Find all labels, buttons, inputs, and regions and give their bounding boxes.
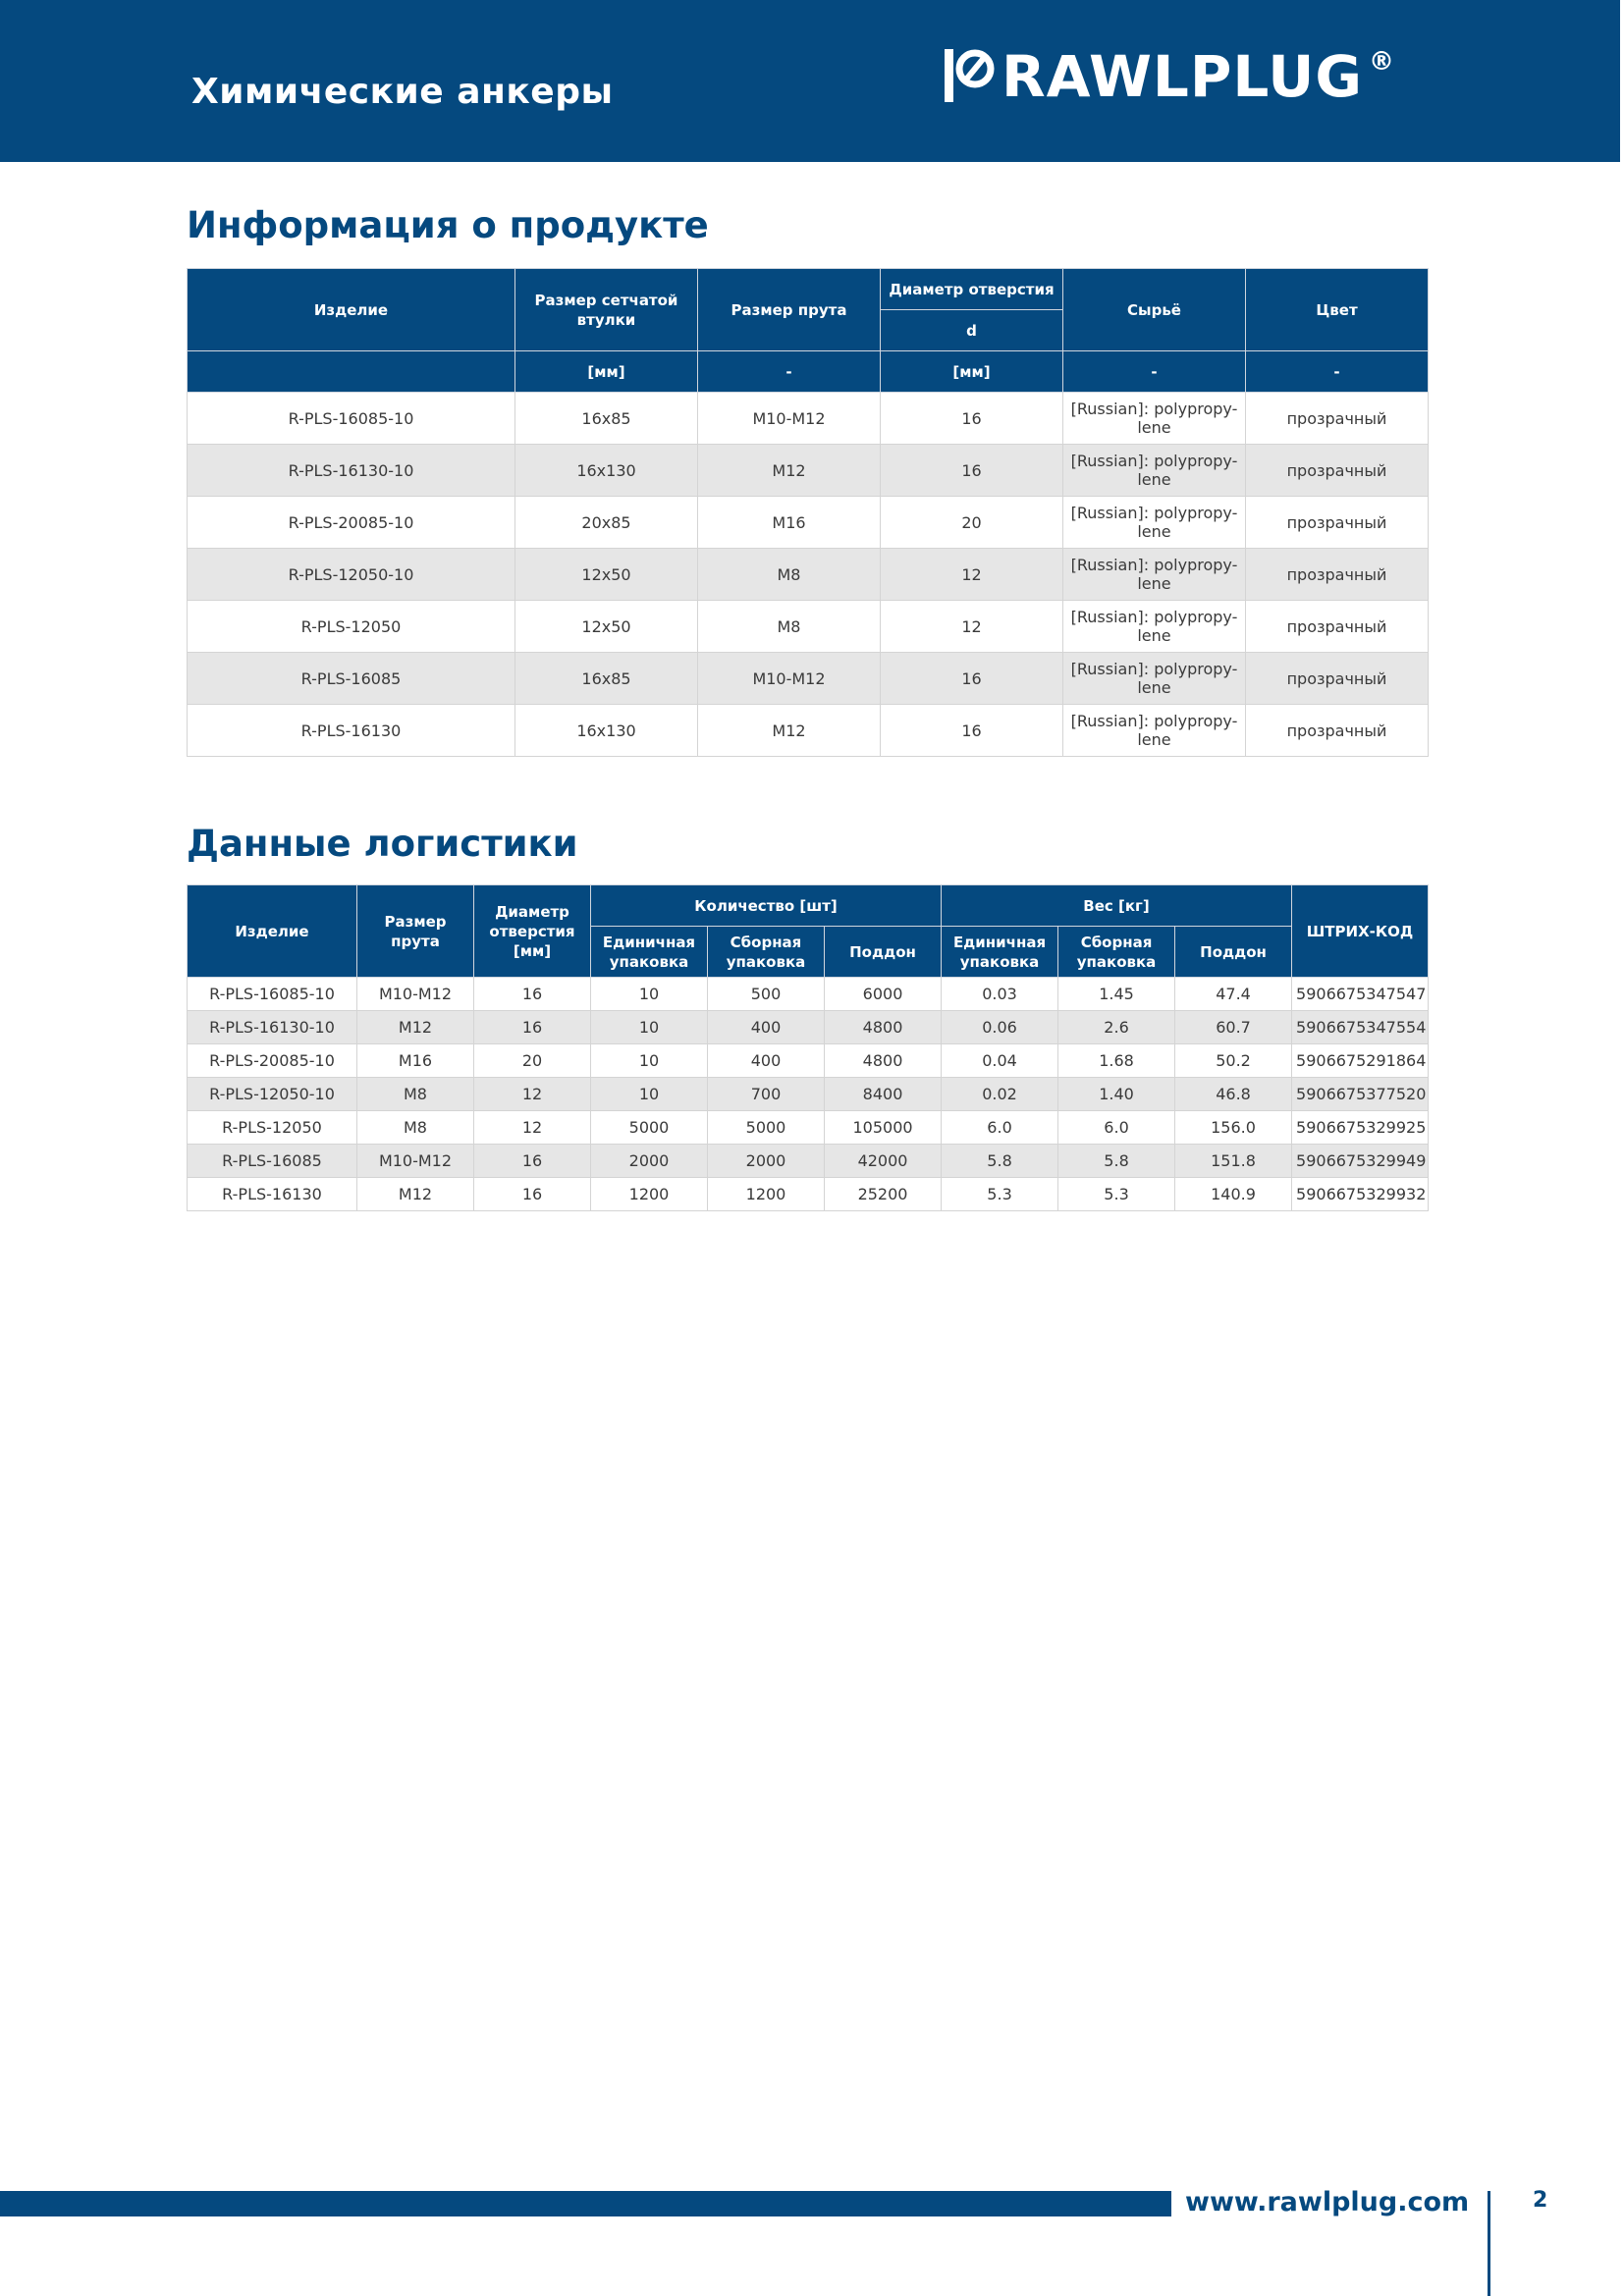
col-header-rod-size: Размер прута xyxy=(698,269,881,351)
col-header-material: Сырьё xyxy=(1063,269,1246,351)
unit-cell-empty xyxy=(188,351,515,393)
table-cell: 5.3 xyxy=(1058,1178,1175,1211)
col-header-product: Изделие xyxy=(188,269,515,351)
table-cell: 5.8 xyxy=(942,1145,1058,1178)
col-header-weight: Вес [кг] xyxy=(942,885,1292,927)
table-cell: M8 xyxy=(698,601,881,653)
table-cell: M10-M12 xyxy=(357,1145,474,1178)
product-info-title: Информация о продукте xyxy=(187,204,709,246)
unit-cell: [мм] xyxy=(881,351,1063,393)
table-cell: 60.7 xyxy=(1175,1011,1292,1044)
table-cell: прозрачный xyxy=(1246,601,1429,653)
col-header-sleeve-size: Размер сетчатой втулки xyxy=(515,269,698,351)
table-cell: 0.03 xyxy=(942,978,1058,1011)
footer-website-link[interactable]: www.rawlplug.com xyxy=(1185,2187,1470,2217)
table-cell: R-PLS-16085-10 xyxy=(188,978,357,1011)
table-cell: 10 xyxy=(591,1044,708,1078)
table-cell: 5906675347547 xyxy=(1292,978,1429,1011)
brand-wordmark: RAWLPLUG xyxy=(1001,43,1363,110)
unit-cell: - xyxy=(698,351,881,393)
table-cell: 12 xyxy=(474,1111,591,1145)
col-header-qty-collective-pack: Сборная упаковка xyxy=(708,927,825,978)
col-header-hole-symbol: d xyxy=(881,310,1063,351)
table-cell: 5906675291864 xyxy=(1292,1044,1429,1078)
table-cell: 12 xyxy=(881,601,1063,653)
table-cell: M16 xyxy=(357,1044,474,1078)
unit-cell: - xyxy=(1246,351,1429,393)
table-row xyxy=(188,549,1429,601)
table-row xyxy=(188,1178,1429,1211)
table-cell: 6000 xyxy=(825,978,942,1011)
table-cell: R-PLS-12050 xyxy=(188,601,515,653)
table-cell: 5906675347554 xyxy=(1292,1011,1429,1044)
table-cell: 0.06 xyxy=(942,1011,1058,1044)
table-cell: 0.04 xyxy=(942,1044,1058,1078)
table-row xyxy=(188,497,1429,549)
col-header-color: Цвет xyxy=(1246,269,1429,351)
table-cell: R-PLS-12050-10 xyxy=(188,1078,357,1111)
table-cell: 6.0 xyxy=(942,1111,1058,1145)
table-cell: 1200 xyxy=(708,1178,825,1211)
table-cell: M12 xyxy=(698,445,881,497)
footer-bar xyxy=(0,2191,1171,2216)
table-cell: прозрачный xyxy=(1246,393,1429,445)
table-cell: 151.8 xyxy=(1175,1145,1292,1178)
table-cell: R-PLS-12050 xyxy=(188,1111,357,1145)
table-cell: M12 xyxy=(357,1178,474,1211)
table-cell: 16 xyxy=(881,705,1063,757)
col-header-weight-collective-pack: Сборная упаковка xyxy=(1058,927,1175,978)
table-cell: 5906675377520 xyxy=(1292,1078,1429,1111)
unit-cell: - xyxy=(1063,351,1246,393)
col-header-qty-unit-pack: Единичная упаковка xyxy=(591,927,708,978)
unit-cell: [мм] xyxy=(515,351,698,393)
table-row xyxy=(188,1011,1429,1044)
table-cell: 5906675329932 xyxy=(1292,1178,1429,1211)
table-cell: 42000 xyxy=(825,1145,942,1178)
table-cell: 1200 xyxy=(591,1178,708,1211)
table-cell: 4800 xyxy=(825,1044,942,1078)
table-cell: 16 xyxy=(474,1145,591,1178)
table-row xyxy=(188,393,1429,445)
page-number: 2 xyxy=(1533,2188,1548,2213)
table-cell: R-PLS-20085-10 xyxy=(188,497,515,549)
table-cell: 700 xyxy=(708,1078,825,1111)
table-cell: 12x50 xyxy=(515,549,698,601)
table-cell: 16 xyxy=(474,1178,591,1211)
logistics-table xyxy=(187,884,1429,1211)
col-header-rod-size: Размер прута xyxy=(357,885,474,978)
table-cell: прозрачный xyxy=(1246,445,1429,497)
table-cell: 0.02 xyxy=(942,1078,1058,1111)
table-cell: 1.45 xyxy=(1058,978,1175,1011)
table-cell: 140.9 xyxy=(1175,1178,1292,1211)
table-cell: прозрачный xyxy=(1246,497,1429,549)
table-row xyxy=(188,978,1429,1011)
rawlplug-logo-icon xyxy=(945,49,996,102)
table-cell: R-PLS-20085-10 xyxy=(188,1044,357,1078)
table-cell: R-PLS-16130 xyxy=(188,705,515,757)
table-cell: [Russian]: polypropy-lene xyxy=(1063,653,1246,705)
table-cell: 8400 xyxy=(825,1078,942,1111)
table-cell: 4800 xyxy=(825,1011,942,1044)
logistics-title: Данные логистики xyxy=(187,823,578,865)
table-cell: 50.2 xyxy=(1175,1044,1292,1078)
table-cell: [Russian]: polypropy-lene xyxy=(1063,549,1246,601)
table-cell: 1.40 xyxy=(1058,1078,1175,1111)
registered-mark: ® xyxy=(1368,47,1394,77)
table-cell: M16 xyxy=(698,497,881,549)
table-row xyxy=(188,1044,1429,1078)
table-cell: M10-M12 xyxy=(357,978,474,1011)
table-cell: R-PLS-16085 xyxy=(188,653,515,705)
table-cell: 16x130 xyxy=(515,445,698,497)
table-cell: 500 xyxy=(708,978,825,1011)
table-row xyxy=(188,653,1429,705)
col-header-hole-diameter: Диаметр отверстия xyxy=(881,269,1063,310)
table-cell: прозрачный xyxy=(1246,653,1429,705)
table-cell: 156.0 xyxy=(1175,1111,1292,1145)
table-cell: 5000 xyxy=(591,1111,708,1145)
table-cell: 5906675329949 xyxy=(1292,1145,1429,1178)
table-cell: M8 xyxy=(698,549,881,601)
table-cell: R-PLS-16085 xyxy=(188,1145,357,1178)
product-info-table xyxy=(187,268,1429,757)
table-cell: [Russian]: polypropy-lene xyxy=(1063,601,1246,653)
table-cell: R-PLS-16130 xyxy=(188,1178,357,1211)
table-cell: 16 xyxy=(881,393,1063,445)
table-cell: [Russian]: polypropy-lene xyxy=(1063,445,1246,497)
table-cell: R-PLS-16085-10 xyxy=(188,393,515,445)
table-cell: 16x85 xyxy=(515,653,698,705)
table-cell: M12 xyxy=(357,1011,474,1044)
table-cell: 20 xyxy=(881,497,1063,549)
table-cell: 16 xyxy=(881,653,1063,705)
table-cell: 5.8 xyxy=(1058,1145,1175,1178)
table-cell: 25200 xyxy=(825,1178,942,1211)
table-cell: M12 xyxy=(698,705,881,757)
table-cell: 12 xyxy=(881,549,1063,601)
table-cell: 105000 xyxy=(825,1111,942,1145)
table-cell: R-PLS-12050-10 xyxy=(188,549,515,601)
table-cell: 400 xyxy=(708,1044,825,1078)
table-cell: 16x130 xyxy=(515,705,698,757)
col-header-weight-unit-pack: Единичная упаковка xyxy=(942,927,1058,978)
table-row xyxy=(188,445,1429,497)
table-cell: прозрачный xyxy=(1246,705,1429,757)
footer-divider xyxy=(1488,2191,1490,2296)
table-row xyxy=(188,1111,1429,1145)
table-cell: 10 xyxy=(591,978,708,1011)
table-cell: M8 xyxy=(357,1111,474,1145)
table-cell: прозрачный xyxy=(1246,549,1429,601)
page-header xyxy=(0,0,1620,162)
col-header-product: Изделие xyxy=(188,885,357,978)
table-cell: M8 xyxy=(357,1078,474,1111)
table-cell: 16 xyxy=(881,445,1063,497)
table-cell: [Russian]: polypropy-lene xyxy=(1063,497,1246,549)
table-cell: 5000 xyxy=(708,1111,825,1145)
table-cell: 16x85 xyxy=(515,393,698,445)
header-title: Химические анкеры xyxy=(191,72,614,112)
table-row xyxy=(188,705,1429,757)
table-cell: 47.4 xyxy=(1175,978,1292,1011)
table-cell: 10 xyxy=(591,1011,708,1044)
table-cell: M10-M12 xyxy=(698,393,881,445)
table-cell: [Russian]: polypropy-lene xyxy=(1063,393,1246,445)
col-header-qty-pallet: Поддон xyxy=(825,927,942,978)
table-cell: 46.8 xyxy=(1175,1078,1292,1111)
col-header-quantity: Количество [шт] xyxy=(591,885,942,927)
table-cell: 16 xyxy=(474,1011,591,1044)
col-header-hole-diameter: Диаметр отверстия [мм] xyxy=(474,885,591,978)
table-cell: 1.68 xyxy=(1058,1044,1175,1078)
col-header-weight-pallet: Поддон xyxy=(1175,927,1292,978)
table-cell: 10 xyxy=(591,1078,708,1111)
table-cell: 5.3 xyxy=(942,1178,1058,1211)
table-cell: R-PLS-16130-10 xyxy=(188,445,515,497)
table-cell: [Russian]: polypropy-lene xyxy=(1063,705,1246,757)
table-cell: 6.0 xyxy=(1058,1111,1175,1145)
table-cell: 2.6 xyxy=(1058,1011,1175,1044)
table-cell: 2000 xyxy=(708,1145,825,1178)
units-row xyxy=(188,351,1429,393)
table-cell: 5906675329925 xyxy=(1292,1111,1429,1145)
table-row xyxy=(188,1078,1429,1111)
table-row xyxy=(188,1145,1429,1178)
table-cell: R-PLS-16130-10 xyxy=(188,1011,357,1044)
table-cell: 16 xyxy=(474,978,591,1011)
table-cell: 2000 xyxy=(591,1145,708,1178)
table-cell: 12 xyxy=(474,1078,591,1111)
table-cell: 20 xyxy=(474,1044,591,1078)
table-cell: 12x50 xyxy=(515,601,698,653)
table-row xyxy=(188,601,1429,653)
brand-logo xyxy=(945,43,1394,110)
table-cell: 400 xyxy=(708,1011,825,1044)
table-cell: 20x85 xyxy=(515,497,698,549)
col-header-barcode: ШТРИХ-КОД xyxy=(1292,885,1429,978)
table-cell: M10-M12 xyxy=(698,653,881,705)
